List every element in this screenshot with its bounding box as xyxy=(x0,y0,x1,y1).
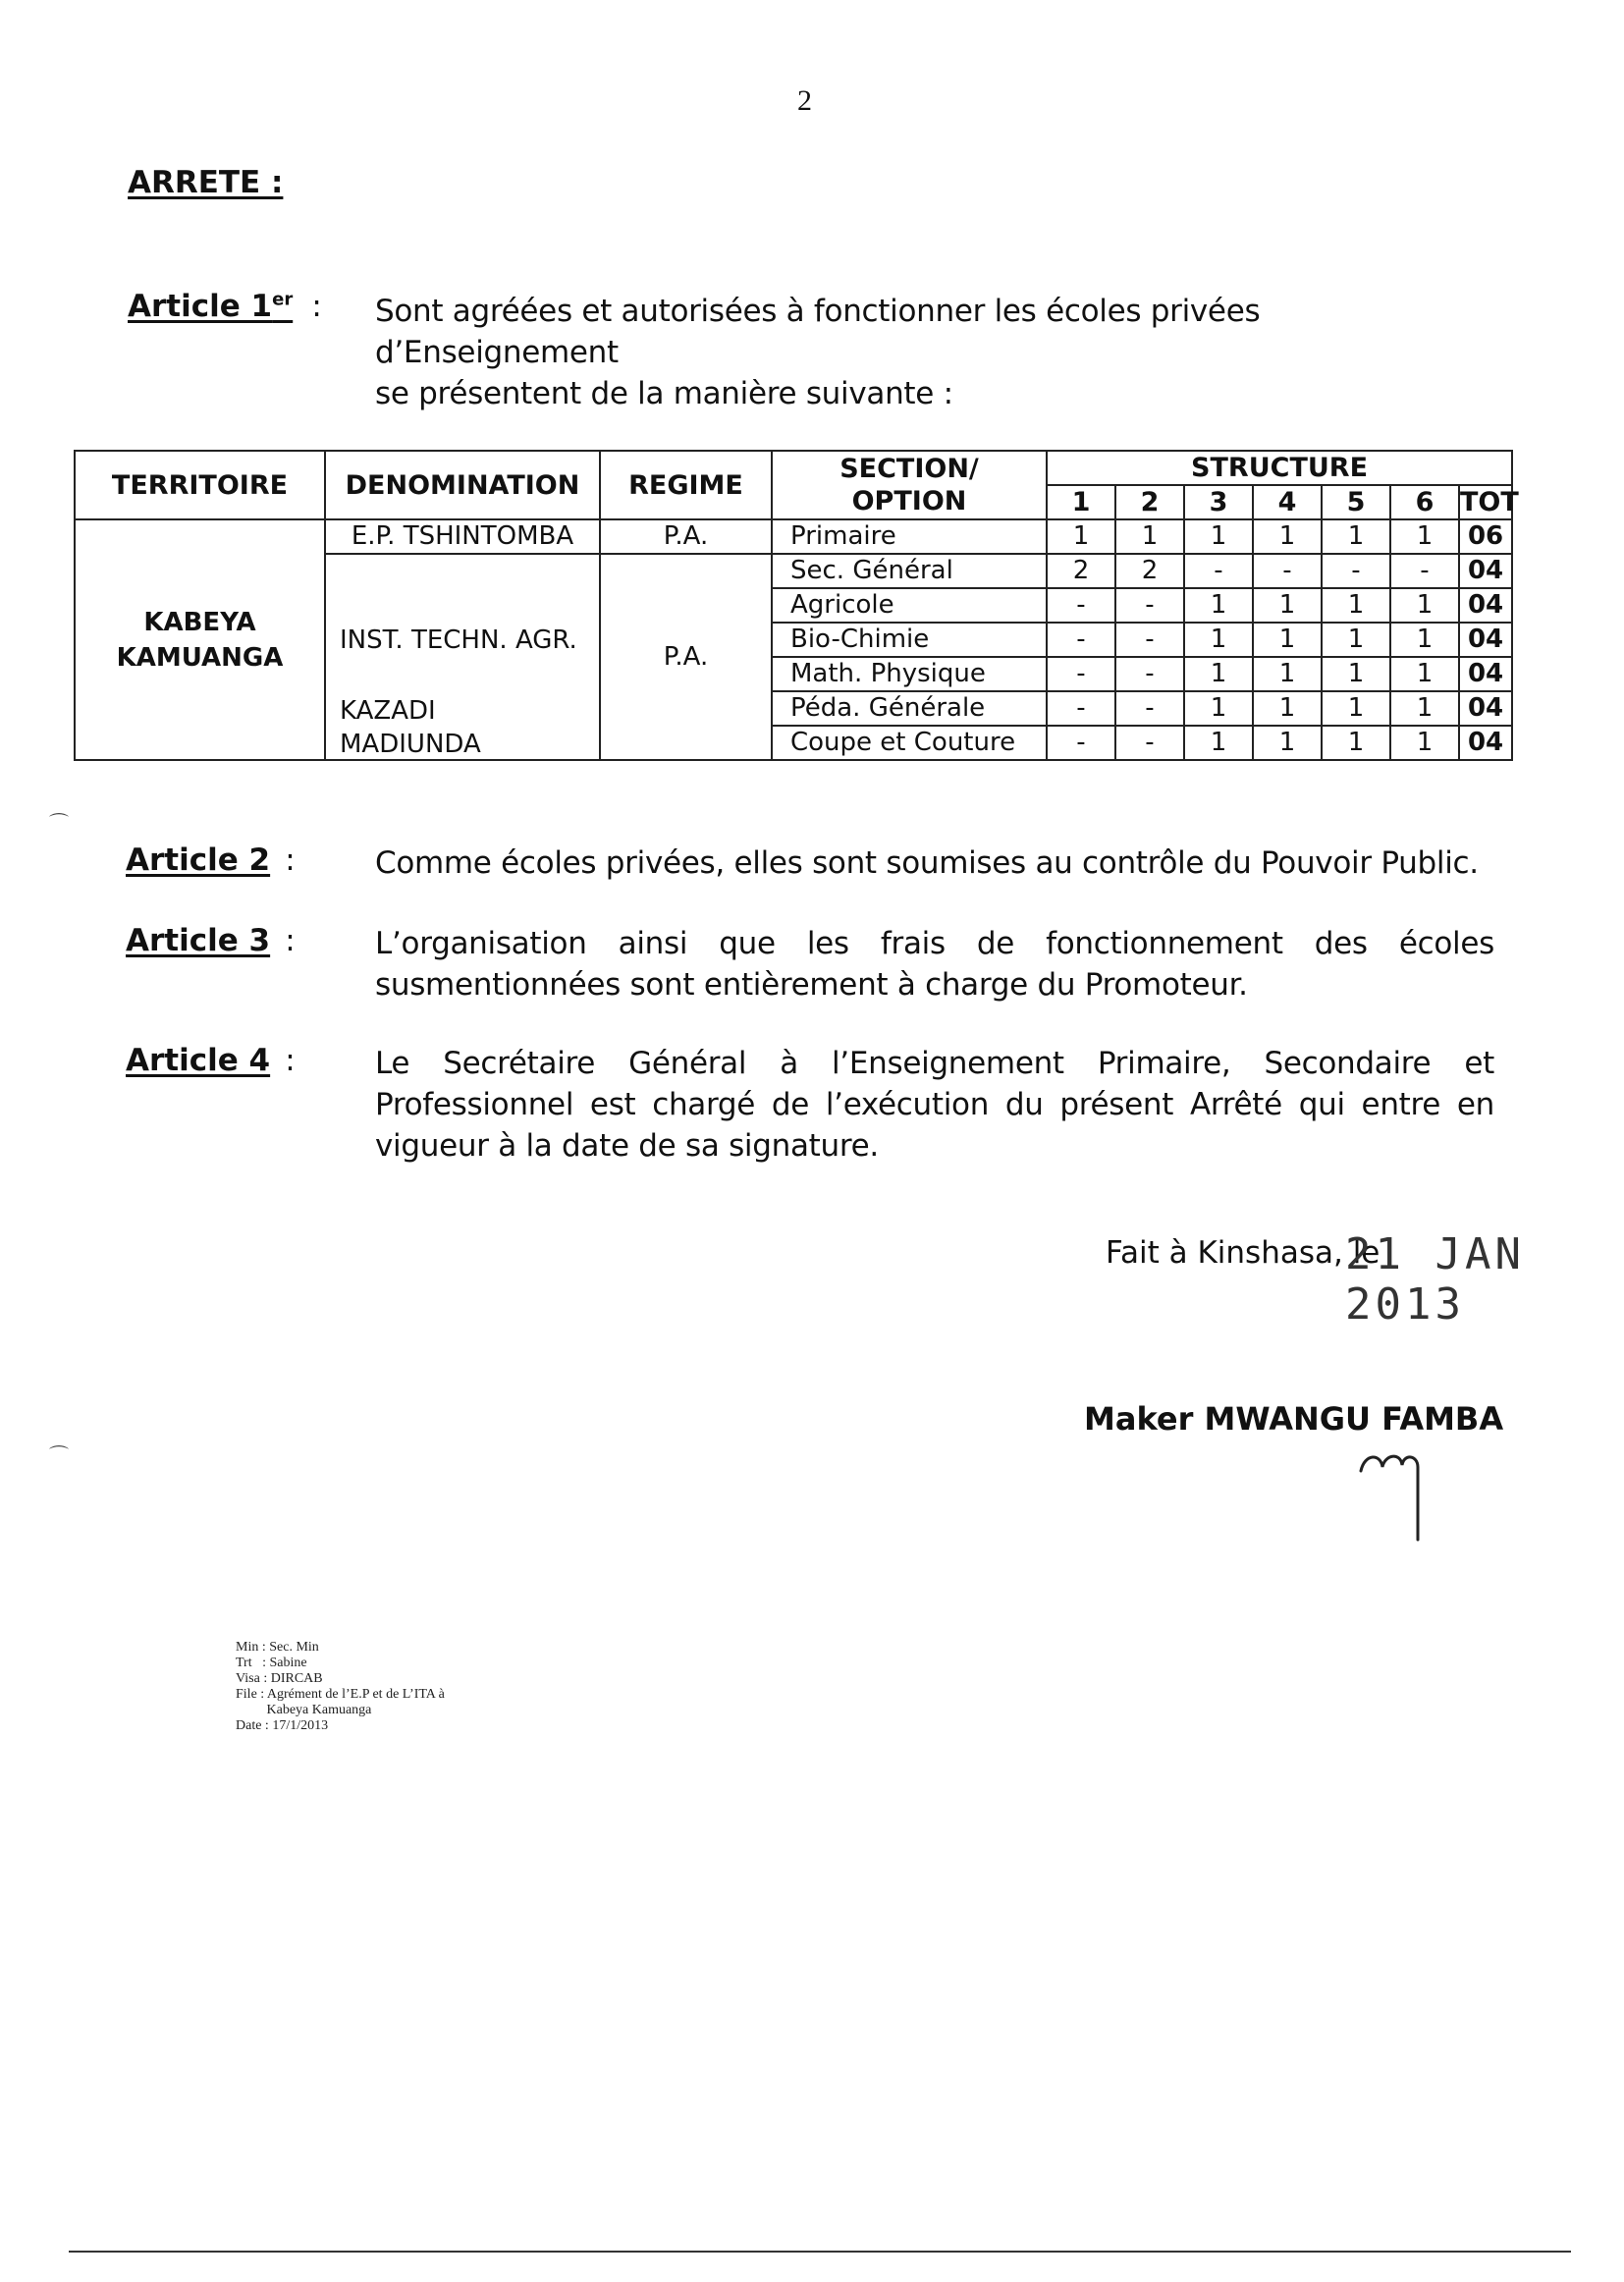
scan-mark: ⌒ xyxy=(49,811,69,835)
value-cell: 1 xyxy=(1184,588,1253,623)
reference-line: Date : 17/1/2013 xyxy=(236,1718,329,1733)
article-1-line-1: Sont agréées et autorisées à fonctionner les écoles privées d’Enseignement xyxy=(375,294,1261,370)
total-cell: 04 xyxy=(1459,588,1512,623)
value-cell: 1 xyxy=(1322,623,1390,657)
header-territoire: TERRITOIRE xyxy=(75,451,325,519)
value-cell: 1 xyxy=(1322,588,1390,623)
value-cell: - xyxy=(1047,691,1115,726)
signature-mark xyxy=(1353,1445,1441,1553)
value-cell: - xyxy=(1115,657,1184,691)
school-2-section: Agricole xyxy=(772,588,1047,623)
article-3-colon: : xyxy=(285,923,296,958)
article-4-label: Article 4 xyxy=(126,1043,271,1078)
arrete-heading: ARRETE : xyxy=(128,165,284,200)
header-regime: REGIME xyxy=(600,451,772,519)
value-cell: - xyxy=(1184,554,1253,588)
value-cell: 1 xyxy=(1322,691,1390,726)
article-4-text: Le Secrétaire Général à l’Enseignement Primaire, Secondaire et Professionnel est chargé de l’exécution du présent Arrêté qui entre en vigueur à la date de sa signature. xyxy=(375,1046,1494,1164)
school-1-regime: P.A. xyxy=(600,519,772,554)
reference-line: File : Agrément de l’E.P et de L’ITA à xyxy=(236,1687,445,1702)
value-cell: 1 xyxy=(1253,519,1322,554)
article-2-colon: : xyxy=(285,842,296,878)
school-2-section: Math. Physique xyxy=(772,657,1047,691)
value-cell: 1 xyxy=(1184,623,1253,657)
total-cell: 04 xyxy=(1459,657,1512,691)
value-cell: 1 xyxy=(1184,657,1253,691)
date-stamp: 21 JAN 2013 xyxy=(1345,1229,1525,1330)
place-text: Fait à Kinshasa, le xyxy=(1106,1235,1380,1271)
school-2-section: Péda. Générale xyxy=(772,691,1047,726)
value-cell: 1 xyxy=(1253,657,1322,691)
value-cell: 1 xyxy=(1253,623,1322,657)
total-cell: 04 xyxy=(1459,623,1512,657)
article-3-label: Article 3 xyxy=(126,923,271,958)
article-3-label-block xyxy=(126,923,296,958)
page-bottom-rule xyxy=(69,2251,1571,2253)
value-cell: 1 xyxy=(1390,657,1459,691)
article-2-label-block xyxy=(126,842,296,878)
value-cell: 1 xyxy=(1390,623,1459,657)
value-cell: 1 xyxy=(1253,691,1322,726)
value-cell: - xyxy=(1115,726,1184,760)
value-cell: - xyxy=(1115,691,1184,726)
value-cell: 1 xyxy=(1322,726,1390,760)
value-cell: 1 xyxy=(1047,519,1115,554)
header-denomination: DENOMINATION xyxy=(325,451,600,519)
value-cell: 1 xyxy=(1390,726,1459,760)
article-1-label-block xyxy=(128,289,322,324)
school-2-regime: P.A. xyxy=(600,554,772,760)
value-cell: - xyxy=(1047,726,1115,760)
value-cell: - xyxy=(1390,554,1459,588)
article-4-colon: : xyxy=(285,1043,296,1078)
value-cell: 2 xyxy=(1115,554,1184,588)
table-header-row-1 xyxy=(75,451,1512,485)
school-2-section: Bio-Chimie xyxy=(772,623,1047,657)
school-2-name-line-3: MADIUNDA xyxy=(340,730,481,759)
article-4-label-block xyxy=(126,1043,296,1078)
article-2-label: Article 2 xyxy=(126,842,271,878)
value-cell: 1 xyxy=(1390,691,1459,726)
value-cell: 1 xyxy=(1253,588,1322,623)
school-1-name: E.P. TSHINTOMBA xyxy=(325,519,600,554)
header-col-6: 6 xyxy=(1390,485,1459,519)
value-cell: 1 xyxy=(1322,519,1390,554)
value-cell: 1 xyxy=(1184,691,1253,726)
value-cell: 1 xyxy=(1184,726,1253,760)
header-col-5: 5 xyxy=(1322,485,1390,519)
article-3-text: L’organisation ainsi que les frais de fonctionnement des écoles susmentionnées sont entièrement à charge du Promoteur. xyxy=(375,926,1494,1003)
scan-mark: ⌒ xyxy=(49,1443,69,1467)
article-1-colon: : xyxy=(311,289,322,324)
value-cell: - xyxy=(1047,657,1115,691)
header-section-option: SECTION/ OPTION xyxy=(772,451,1047,519)
school-2-name-cell xyxy=(325,554,600,760)
header-col-3: 3 xyxy=(1184,485,1253,519)
article-1-line-2: se présentent de la manière suivante : xyxy=(375,376,953,411)
header-structure: STRUCTURE xyxy=(1047,451,1512,485)
value-cell: - xyxy=(1047,623,1115,657)
school-1-section: Primaire xyxy=(772,519,1047,554)
reference-line: Min : Sec. Min xyxy=(236,1640,319,1655)
value-cell: 1 xyxy=(1390,519,1459,554)
reference-block xyxy=(236,1640,445,1734)
schools-table xyxy=(74,450,1519,761)
header-col-tot: TOT xyxy=(1460,487,1519,517)
page-number: 2 xyxy=(797,84,812,117)
value-cell: 1 xyxy=(1253,726,1322,760)
value-cell: 1 xyxy=(1184,519,1253,554)
value-cell: - xyxy=(1047,588,1115,623)
header-col-4: 4 xyxy=(1253,485,1322,519)
value-cell: - xyxy=(1322,554,1390,588)
article-1-label: Article 1er xyxy=(128,289,294,324)
value-cell: 2 xyxy=(1047,554,1115,588)
territoire-cell: KABEYA KAMUANGA xyxy=(75,519,325,760)
total-cell: 04 xyxy=(1459,554,1512,588)
total-cell: 04 xyxy=(1459,726,1512,760)
article-2-text: Comme écoles privées, elles sont soumises au contrôle du Pouvoir Public. xyxy=(375,845,1479,881)
school-2-name-line-2: KAZADI xyxy=(340,696,436,726)
value-cell: 1 xyxy=(1115,519,1184,554)
school-2-section: Sec. Général xyxy=(772,554,1047,588)
value-cell: - xyxy=(1115,623,1184,657)
value-cell: 1 xyxy=(1322,657,1390,691)
value-cell: 1 xyxy=(1390,588,1459,623)
total-cell: 06 xyxy=(1459,519,1512,554)
signer-name: Maker MWANGU FAMBA xyxy=(1084,1400,1504,1438)
reference-line: Trt : Sabine xyxy=(236,1656,307,1670)
header-col-2: 2 xyxy=(1115,485,1184,519)
article-1-text xyxy=(375,291,1494,414)
total-cell: 04 xyxy=(1459,691,1512,726)
value-cell: - xyxy=(1115,588,1184,623)
school-2-section: Coupe et Couture xyxy=(772,726,1047,760)
value-cell: - xyxy=(1253,554,1322,588)
table-row xyxy=(75,519,1512,554)
reference-line: Kabeya Kamuanga xyxy=(236,1703,372,1717)
header-col-1: 1 xyxy=(1047,485,1115,519)
school-2-name: INST. TECHN. AGR. xyxy=(340,625,577,655)
reference-line: Visa : DIRCAB xyxy=(236,1671,323,1686)
